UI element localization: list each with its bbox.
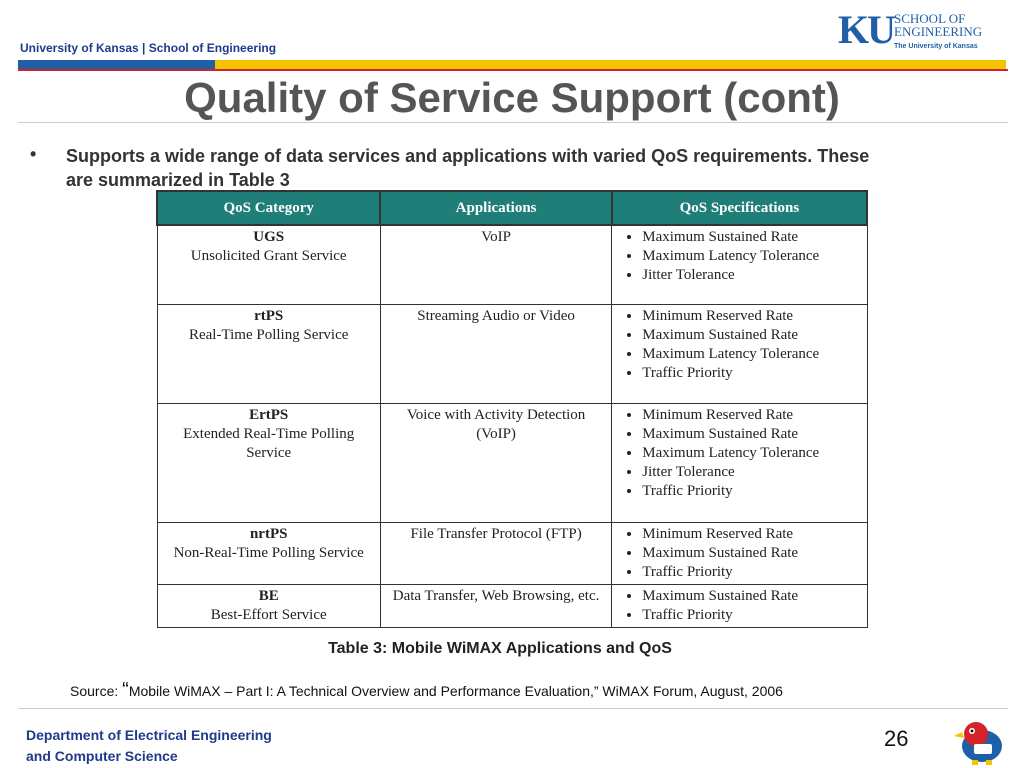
spec-cell [612,584,867,627]
spec-item: • Jitter Tolerance [642,463,860,482]
spec-item: • Traffic Priority [642,482,860,501]
spec-cell [612,225,867,304]
category-abbr: rtPS [254,307,284,324]
header-qos-specifications: QoS Specifications [612,191,867,225]
spec-cell [612,403,867,522]
header-bar-yellow [215,60,1006,69]
org-header-text: University of Kansas | School of Engineering [20,41,277,55]
category-cell [157,304,380,403]
source-text: Mobile WiMAX – Part I: A Technical Overview and Performance Evaluation,” WiMAX Forum, August, 2006 [128,683,783,699]
category-abbr: ErtPS [249,406,289,423]
footer-line1: Department of Electrical Engineering [26,727,272,743]
category-cell [157,225,380,304]
category-name: Non-Real-Time Polling Service [173,544,364,561]
category-name: Real-Time Polling Service [188,326,349,343]
category-cell [157,584,380,627]
table-header-row [157,191,867,225]
spec-item: • Maximum Sustained Rate [642,228,860,247]
spec-item: • Maximum Sustained Rate [642,425,860,444]
logo-line1: SCHOOL OF [894,11,966,26]
table-row [157,225,867,304]
logo-school-text [894,12,982,38]
source-citation [70,679,783,702]
slide-title: Quality of Service Support (cont) [184,74,840,121]
logo-line2: ENGINEERING [894,24,983,39]
table-caption: Table 3: Mobile WiMAX Applications and QoS [328,640,672,657]
application-cell: File Transfer Protocol (FTP) [380,522,611,584]
table-row [157,304,867,403]
category-cell [157,403,380,522]
spec-item: • Maximum Sustained Rate [642,326,860,345]
header-applications: Applications [380,191,611,225]
application-cell: Streaming Audio or Video [380,304,611,403]
spec-item: • Maximum Latency Tolerance [642,444,860,463]
category-name: Unsolicited Grant Service [190,248,347,264]
spec-item: • Maximum Sustained Rate [642,587,860,606]
table-row [157,584,867,627]
category-name: Extended Real-Time Polling Service [183,425,355,461]
application-cell: VoIP [380,225,611,304]
header-qos-category: QoS Category [157,191,380,225]
spec-cell [612,522,867,584]
spec-item: • Jitter Tolerance [642,266,860,285]
category-abbr: nrtPS [249,525,288,542]
spec-cell [612,304,867,403]
footer-divider [18,708,1008,709]
table-row [157,522,867,584]
footer-line2: and Computer Science [26,748,178,764]
source-prefix: Source: [70,683,119,699]
header-bar-blue [18,60,215,69]
ku-engineering-logo [838,8,1008,56]
qos-table [156,190,868,628]
spec-item: • Traffic Priority [642,563,860,582]
jayhawk-mascot-icon [952,714,1008,766]
open-quote: “ [122,679,129,701]
application-cell: Data Transfer, Web Browsing, etc. [380,584,611,627]
spec-item: • Traffic Priority [642,364,860,383]
spec-item: • Minimum Reserved Rate [642,525,860,544]
spec-item: • Traffic Priority [642,606,860,625]
category-name: Best-Effort Service [210,606,327,623]
spec-item: • Maximum Latency Tolerance [642,345,860,364]
spec-item: • Maximum Sustained Rate [642,544,860,563]
ku-logo-mark: KU [838,7,894,52]
footer-department [26,725,272,767]
bullet-text: Supports a wide range of data services and applications with varied QoS requirements. These are summarized in Table 3 [66,146,870,190]
logo-subtitle: The University of Kansas [894,43,978,50]
title-divider [18,122,1008,123]
category-abbr: BE [258,587,279,604]
table-row [157,403,867,522]
spec-item: • Minimum Reserved Rate [642,406,860,425]
header-bar-red [18,69,1008,71]
bullet-marker: • [30,144,37,164]
page-number: 26 [884,726,909,751]
application-cell: Voice with Activity Detection (VoIP) [380,403,611,522]
spec-item: • Maximum Latency Tolerance [642,247,860,266]
spec-item: • Minimum Reserved Rate [642,307,860,326]
category-cell [157,522,380,584]
category-abbr: UGS [253,229,285,245]
